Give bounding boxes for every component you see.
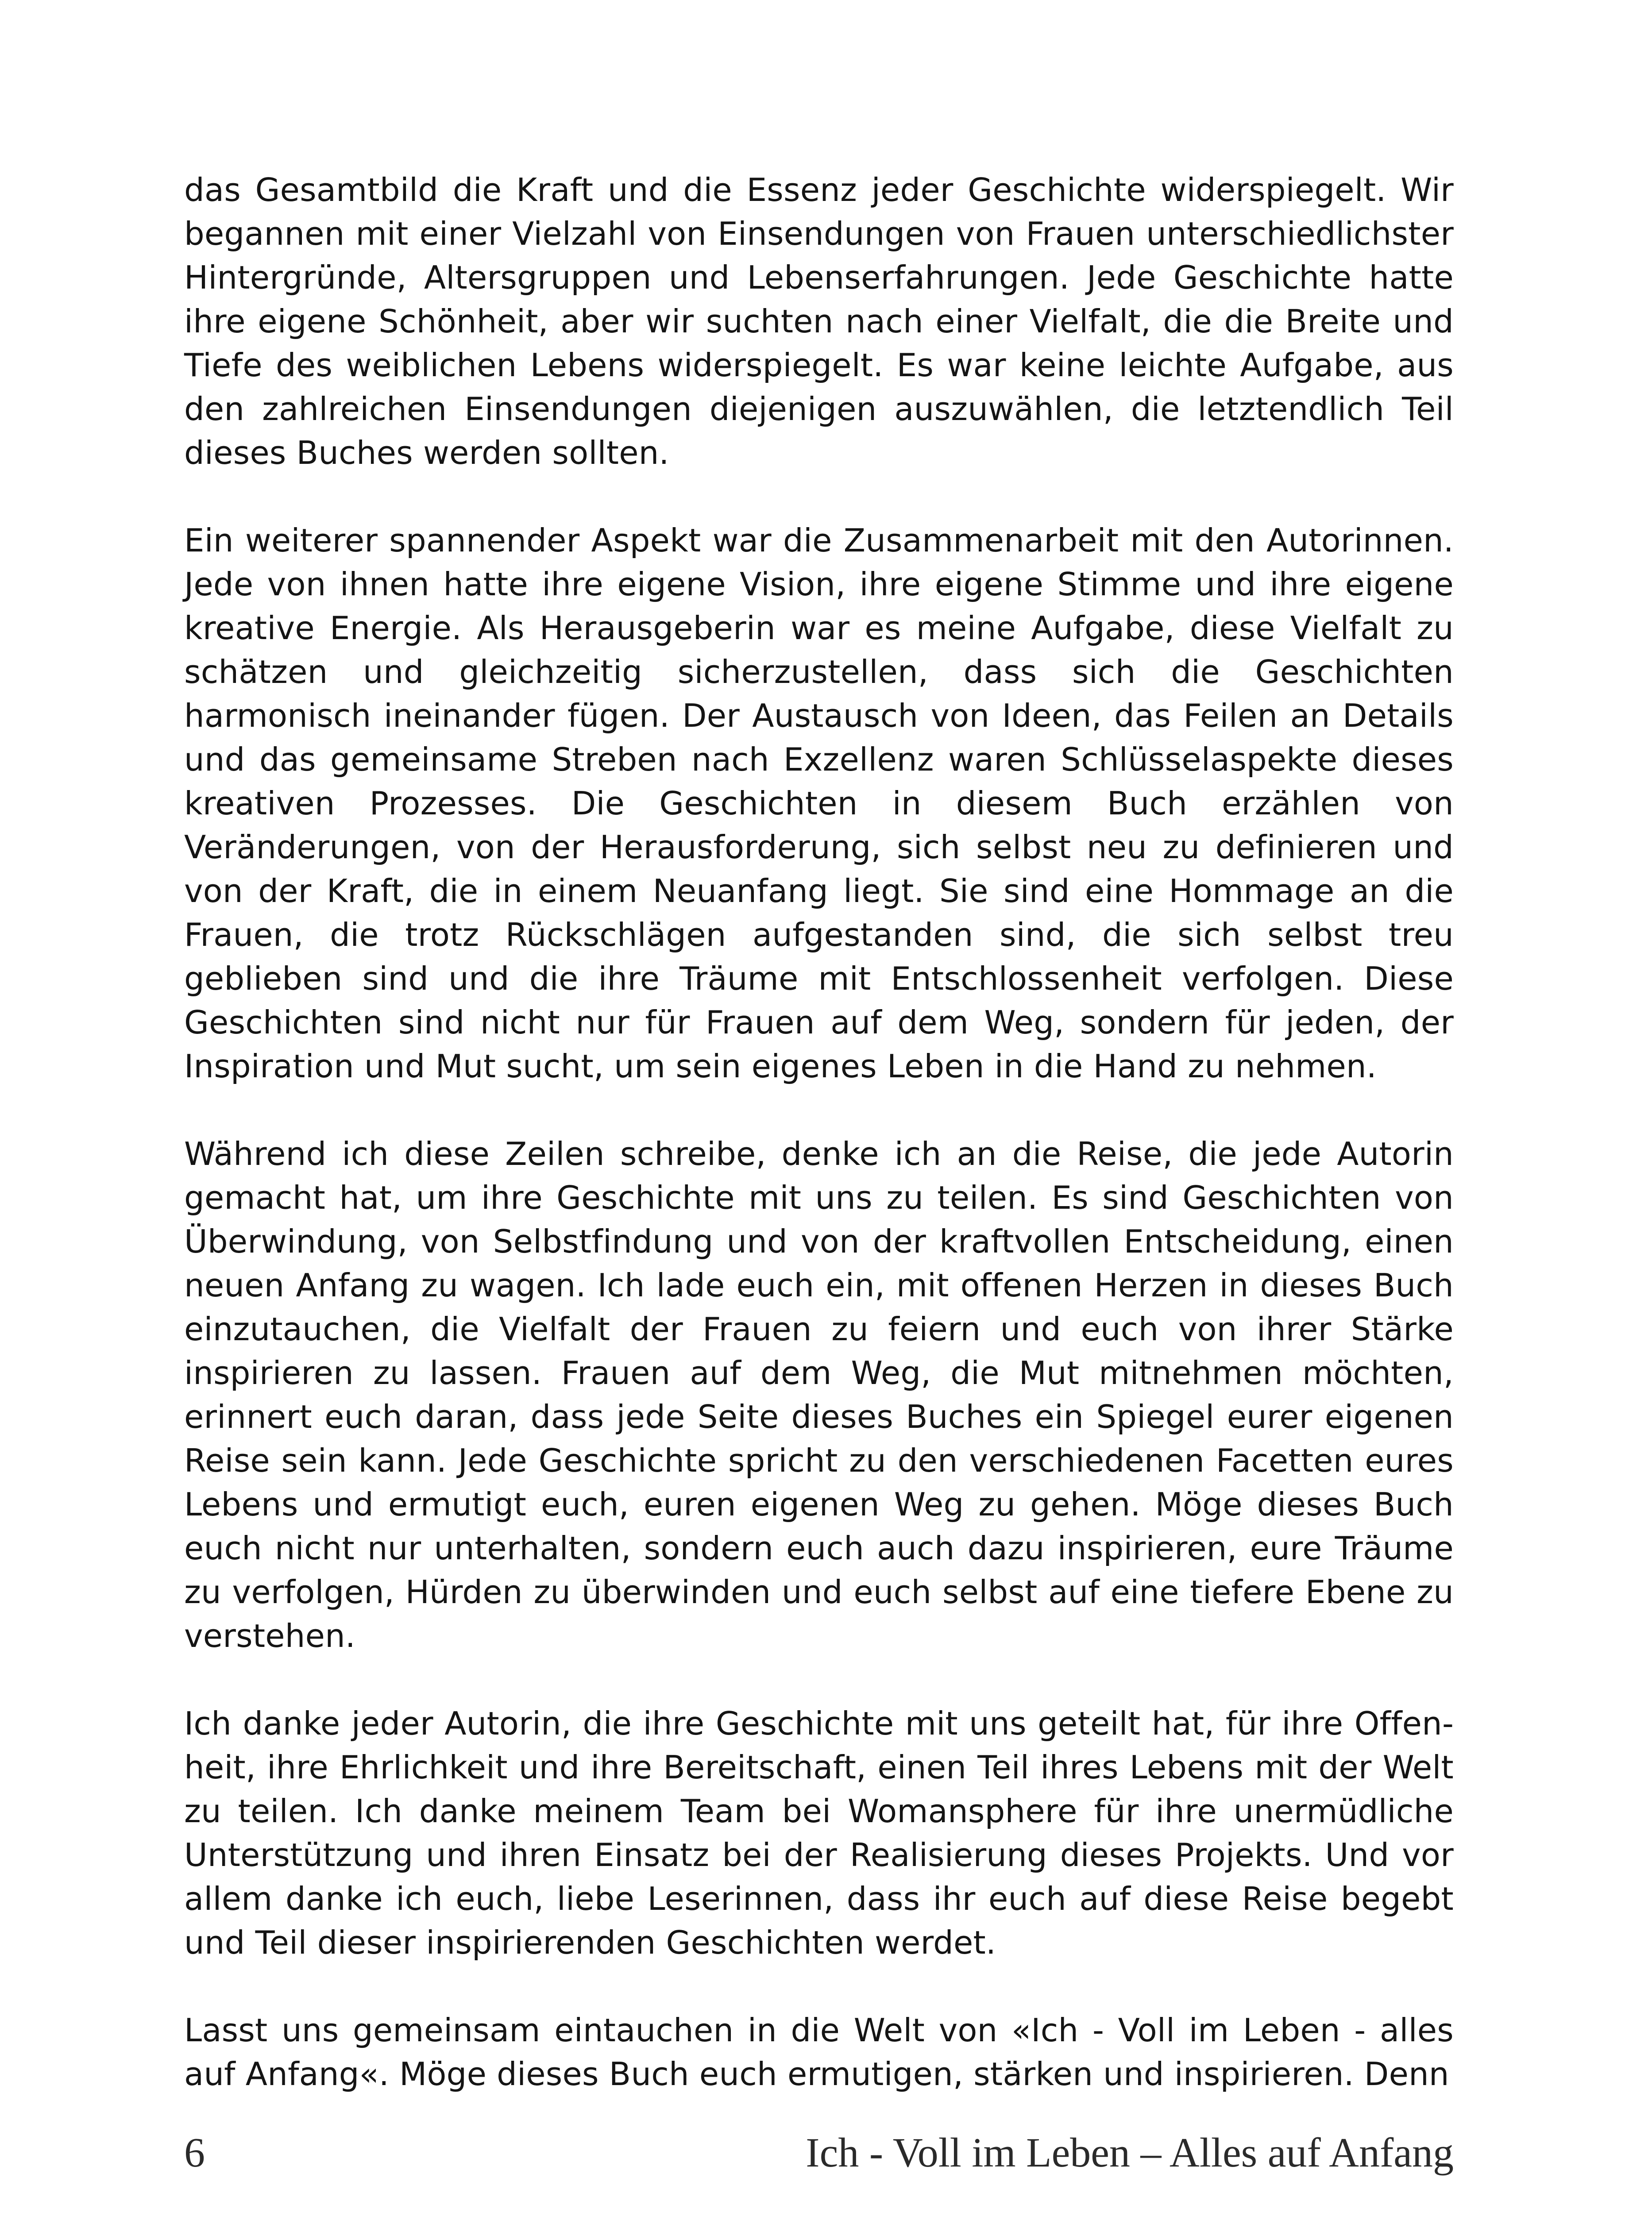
paragraph-1: das Gesamtbild die Kraft und die Essenz jeder Geschichte widerspiegelt. Wir begannen mit einer Vielzahl von Einsendungen von Frauen unterschiedlichster Hintergründe, Altersgruppen und Lebenserfahrungen. Jede Geschichte hatte ihre eigene Schönheit, aber wir suchten nach einer Vielfalt, die die Breite und Tiefe des weiblichen Lebens widerspiegelt. Es war keine leichte Aufgabe, aus den zahlreichen Einsendungen diejenigen auszuwählen, die letztendlich Teil dieses Buches werden sollten. (184, 171, 1454, 471)
body-text (184, 168, 1454, 2096)
paragraph-4: Ich danke jeder Autorin, die ihre Geschichte mit uns geteilt hat, für ihre Offenheit, ihre Ehrlichkeit und ihre Bereitschaft, einen Teil ihres Lebens mit der Welt zu teilen. Ich danke meinem Team bei Womansphere für ihre unermüdliche Unterstützung und ihren Einsatz bei der Realisierung dieses Projekts. Und vor allem danke ich euch, liebe Leserinnen, dass ihr euch auf diese Reise begebt und Teil dieser inspirierenden Geschichten werdet. (184, 1705, 1454, 1961)
paragraph-3: Während ich diese Zeilen schreibe, denke ich an die Reise, die jede Autorin gemacht hat, um ihre Geschichte mit uns zu teilen. Es sind Geschichten von Überwindung, von Selbstfindung und von der kraftvollen Entscheidung, einen neuen Anfang zu wagen. Ich lade euch ein, mit offenen Herzen in dieses Buch einzutauchen, die Vielfalt der Frauen zu feiern und euch von ihrer Stärke inspirieren zu lassen. Frauen auf dem Weg, die Mut mitnehmen möchten, erinnert euch daran, dass jede Seite dieses Buches ein Spiegel eurer eigenen Reise sein kann. Jede Geschichte spricht zu den verschiedenen Facetten eures Lebens und ermutigt euch, euren eigenen Weg zu gehen. Möge dieses Buch euch nicht nur unterhalten, sondern euch auch dazu inspirieren, eure Träume zu verfolgen, Hürden zu überwinden und euch selbst auf eine tiefere Ebene zu verstehen. (184, 1135, 1454, 1654)
running-title: Ich - Voll im Leben – Alles auf Anfang (806, 2130, 1454, 2176)
page-footer (184, 2129, 1454, 2182)
paragraph-2: Ein weiterer spannender Aspekt war die Zusammenarbeit mit den Autorinnen. Jede von ihnen hatte ihre eigene Vision, ihre eigene Stimme und ihre eigene kreative Energie. Als Herausgeberin war es meine Aufgabe, diese Vielfalt zu schätzen und gleichzeitig sicherzustellen, dass sich die Geschichten harmonisch ineinander fügen. Der Austausch von Ideen, das Feilen an Details und das gemeinsame Streben nach Exzellenz waren Schlüsselaspekte dieses kreativen Prozesses. Die Geschichten in diesem Buch erzählen von Veränderungen, von der Herausforderung, sich selbst neu zu definieren und von der Kraft, die in einem Neuanfang liegt. Sie sind eine Hommage an die Frauen, die trotz Rückschlägen aufgestanden sind, die sich selbst treu geblieben sind und die ihre Träume mit Entschlossenheit verfolgen. Diese Geschichten sind nicht nur für Frauen auf dem Weg, sondern für jeden, der Inspiration und Mut sucht, um sein eigenes Leben in die Hand zu nehmen. (184, 522, 1454, 1085)
paragraph-5: Lasst uns gemeinsam eintauchen in die Welt von «Ich - Voll im Leben - alles auf Anfang«. Möge dieses Buch euch ermutigen, stärken und inspirieren. Denn (184, 2012, 1454, 2093)
page-number: 6 (184, 2130, 205, 2176)
